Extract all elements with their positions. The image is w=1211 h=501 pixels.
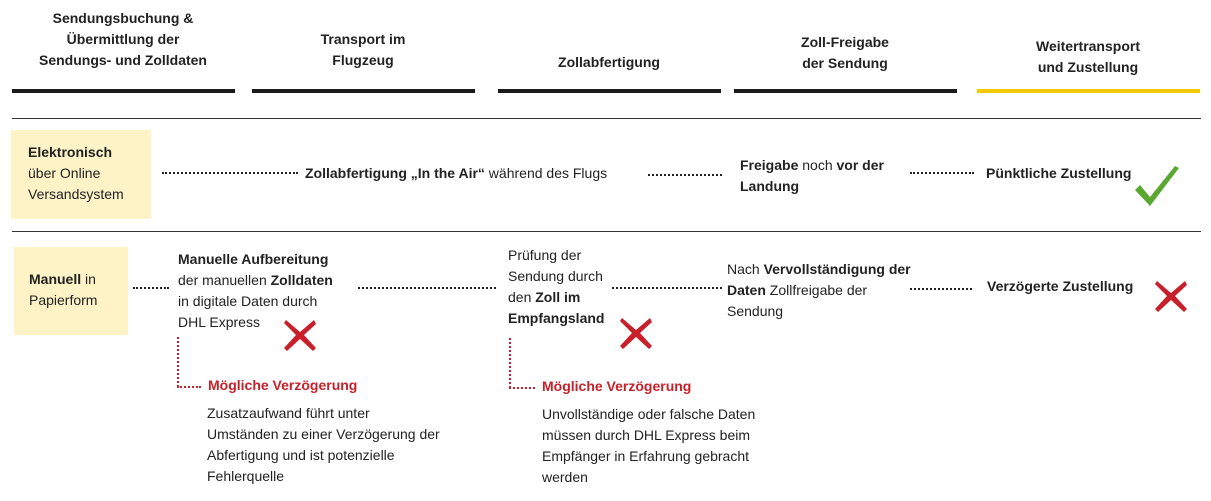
row2-label-title: Manuell — [29, 271, 82, 287]
row2-digitize-text: der manuellen — [178, 272, 271, 288]
row2-digitize-text: DHL Express — [178, 314, 260, 330]
delay1-line: Abfertigung und ist potenzielle — [207, 447, 395, 463]
row-divider-middle — [12, 231, 1201, 232]
header-line: Weitertransport — [1036, 38, 1140, 54]
header-line: Transport im — [320, 31, 406, 47]
delay2-connector-vertical — [509, 338, 511, 388]
header-line: Zollabfertigung — [558, 54, 660, 70]
delay1-title: Mögliche Verzögerung — [208, 377, 358, 393]
header-bar-customs — [498, 89, 721, 93]
header-bar-delivery — [977, 89, 1200, 93]
row2-completion-bold: Vervollständigung der — [763, 261, 911, 277]
delay2-line: Empfänger in Erfahrung gebracht — [542, 448, 750, 464]
row1-release-mid: noch — [798, 157, 837, 173]
row1-step-inflight — [305, 163, 607, 184]
row2-digitize-title: Manuelle Aufbereitung — [178, 251, 329, 267]
row2-customs-bold: Empfangsland — [508, 310, 605, 326]
delay1-connector-vertical — [177, 337, 179, 387]
delay2-connector-horizontal — [509, 387, 535, 389]
x-icon — [618, 315, 654, 351]
header-bar-booking — [12, 89, 235, 93]
delay2-line: müssen durch DHL Express beim — [542, 427, 751, 443]
header-delivery — [977, 36, 1199, 78]
row1-step-release — [740, 155, 910, 197]
row1-step-inflight-rest: während des Flugs — [484, 165, 608, 181]
header-customs — [498, 52, 720, 73]
row2-customs-text: Sendung durch — [508, 268, 603, 284]
row2-label-rest: in — [81, 271, 96, 287]
row1-connector — [648, 174, 722, 176]
header-transport — [252, 29, 474, 71]
header-bar-transport — [252, 89, 475, 93]
row2-connector — [133, 287, 169, 289]
row1-label-line: Versandsystem — [28, 186, 124, 202]
row1-label-title: Elektronisch — [28, 144, 113, 160]
header-line: Zoll-Freigabe — [801, 34, 889, 50]
header-line: Sendungsbuchung & — [52, 10, 194, 26]
row2-label-line: Papierform — [29, 292, 98, 308]
header-line: Flugzeug — [332, 52, 394, 68]
header-release — [734, 32, 956, 74]
row2-completion-text: Nach — [727, 261, 764, 277]
check-icon — [1132, 164, 1182, 212]
header-line: Übermittlung der — [66, 31, 180, 47]
delay1-connector-horizontal — [177, 386, 201, 388]
row2-completion-text: Zollfreigabe der — [765, 282, 868, 298]
row1-step-inflight-bold: Zollabfertigung „In the Air“ — [305, 165, 485, 181]
delay2-title: Mögliche Verzögerung — [542, 378, 692, 394]
row1-label — [28, 142, 150, 205]
delay2-line: Unvollständige oder falsche Daten — [542, 406, 756, 422]
row2-customs-bold: Zoll im — [535, 289, 581, 305]
row-divider-top — [12, 118, 1201, 119]
delay1-line: Umständen zu einer Verzögerung der — [207, 426, 440, 442]
x-icon — [282, 317, 318, 353]
row2-digitize-text: in digitale Daten durch — [178, 293, 318, 309]
row2-step-digitize — [178, 249, 363, 333]
row1-result: Pünktliche Zustellung — [986, 165, 1132, 181]
row2-completion-text: Sendung — [727, 303, 784, 319]
row2-step-customs — [508, 245, 623, 329]
row2-customs-text: Prüfung der — [508, 247, 582, 263]
header-line: der Sendung — [802, 55, 888, 71]
row2-digitize-bold: Zolldaten — [270, 272, 333, 288]
delay2-line: werden — [542, 469, 588, 485]
row2-customs-text: den — [508, 289, 536, 305]
delay2-text — [542, 404, 802, 488]
header-booking — [12, 8, 234, 71]
row1-connector — [162, 172, 298, 174]
delay1-text — [207, 403, 487, 487]
row1-release-bold: Freigabe — [740, 157, 799, 173]
row1-connector — [910, 172, 974, 174]
row1-label-line: über Online — [28, 165, 101, 181]
row2-connector — [612, 287, 722, 289]
row1-release-bold: vor der — [836, 157, 884, 173]
header-line: und Zustellung — [1037, 59, 1139, 75]
row2-connector — [910, 288, 972, 290]
delay1-line: Zusatzaufwand führt unter — [207, 405, 370, 421]
row2-step-completion — [727, 259, 912, 322]
row2-result: Verzögerte Zustellung — [987, 278, 1134, 294]
header-line: Sendungs- und Zolldaten — [39, 52, 207, 68]
delay1-line: Fehlerquelle — [207, 468, 285, 484]
row1-release-line2: Landung — [740, 178, 800, 194]
row2-label — [29, 269, 129, 311]
row2-connector — [358, 287, 496, 289]
x-icon — [1153, 278, 1189, 314]
header-bar-release — [734, 89, 957, 93]
row2-completion-bold: Daten — [727, 282, 766, 298]
